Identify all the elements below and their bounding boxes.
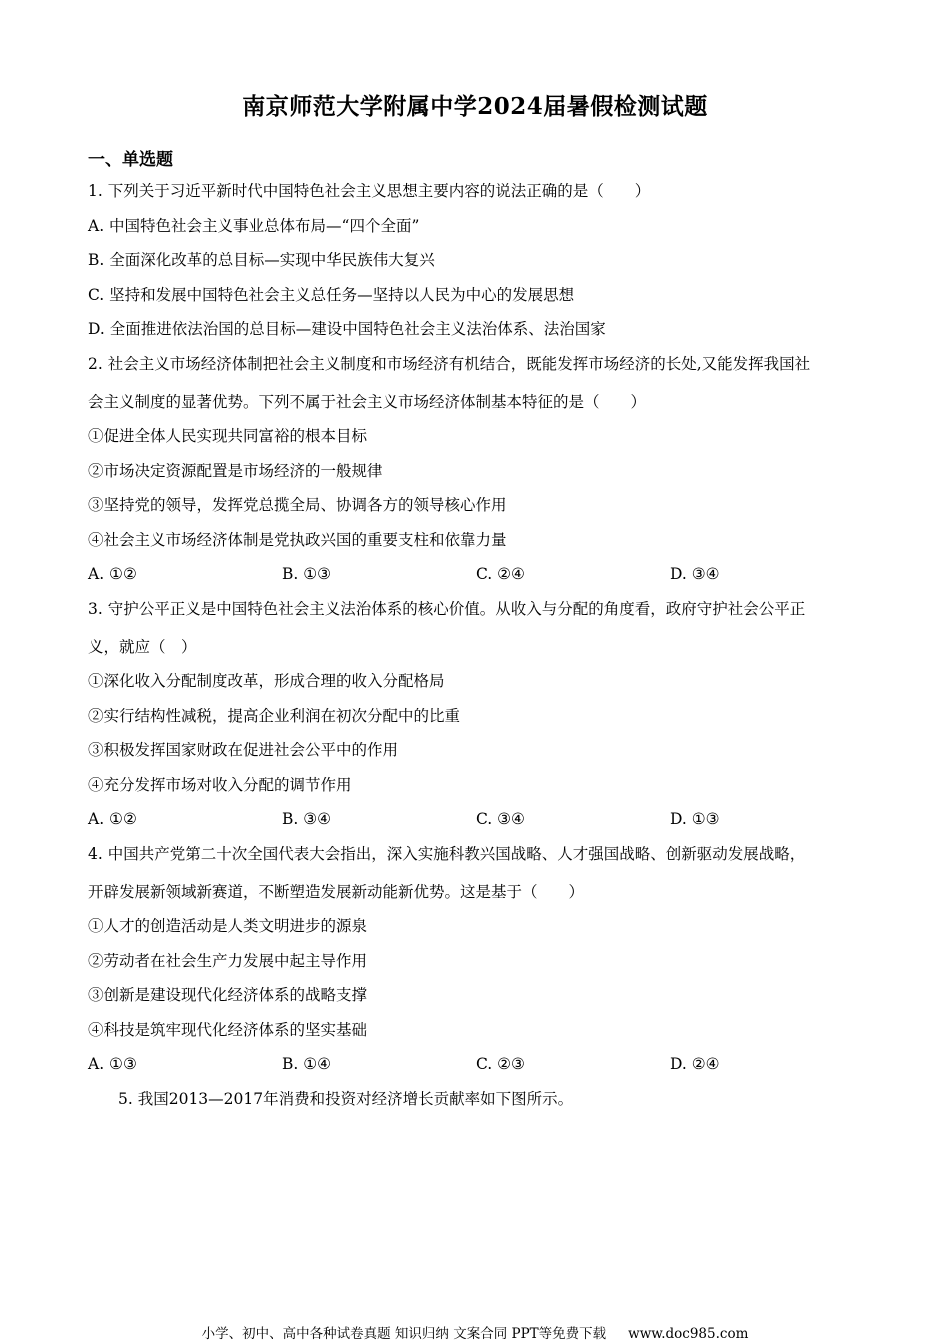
page-footer [0,1322,950,1342]
question-4-item-4: ④科技是筑牢现代化经济体系的坚实基础 [88,1020,368,1039]
question-3-item-2: ②实行结构性减税，提高企业利润在初次分配中的比重 [88,706,461,725]
question-2-choice-a: A. ①② [88,565,137,583]
question-3-choice-b: B. ③④ [282,810,332,828]
question-list [88,178,868,1120]
footer-site-link[interactable]: www.doc985.com [628,1326,749,1342]
question-4-stem-line-1: 4. 中国共产党第二十次全国代表大会指出，深入实施科教兴国战略、人才强国战略、创新驱动发展战略， [88,844,806,863]
question-4-choice-d: D. ②④ [670,1055,720,1073]
question-4-stem-line-2: 开辟发展新领域新赛道，不断塑造发展新动能新优势。这是基于（ ） [88,882,585,901]
question-2-choice-b: B. ①③ [282,565,332,583]
question-2-stem-line-2: 会主义制度的显著优势。下列不属于社会主义市场经济体制基本特征的是（ ） [88,392,647,411]
question-3-choice-c: C. ③④ [476,810,525,828]
question-2-item-2: ②市场决定资源配置是市场经济的一般规律 [88,461,383,480]
question-2-choices [88,561,868,596]
question-4-choice-c: C. ②③ [476,1055,525,1073]
question-3-stem-line-2: 义，就应（ ） [88,637,197,656]
question-4-item-3: ③创新是建设现代化经济体系的战略支撑 [88,986,368,1004]
question-4-item-2: ②劳动者在社会生产力发展中起主导作用 [88,951,368,970]
question-2-item-3: ③坚持党的领导，发挥党总揽全局、协调各方的领导核心作用 [88,496,507,514]
question-4-choices [88,1051,868,1086]
question-3-item-1: ①深化收入分配制度改革，形成合理的收入分配格局 [88,672,445,690]
question-3-choice-a: A. ①② [88,810,137,828]
question-3-choice-d: D. ①③ [670,810,720,828]
question-3-stem-line-1: 3. 守护公平正义是中国特色社会主义法治体系的核心价值。从收入与分配的角度看，政府守护社会公平正 [88,599,806,618]
question-5-stem: 5. 我国2013—2017年消费和投资对经济增长贡献率如下图所示。 [118,1089,574,1108]
question-4-choice-b: B. ①④ [282,1055,332,1073]
question-2-item-1: ①促进全体人民实现共同富裕的根本目标 [88,427,368,445]
question-2-choice-c: C. ②④ [476,565,525,583]
question-1-stem: 1. 下列关于习近平新时代中国特色社会主义思想主要内容的说法正确的是（ ） [88,182,651,200]
question-1-option-b: B. 全面深化改革的总目标—实现中华民族伟大复兴 [88,251,435,269]
question-1-option-a: A. 中国特色社会主义事业总体布局—“四个全面” [88,216,420,235]
section-heading: 一、单选题 [88,150,173,170]
footer-text: 小学、初中、高中各种试卷真题 知识归纳 文案合同 PPT等免费下载 [201,1326,607,1342]
question-1-option-c: C. 坚持和发展中国特色社会主义总任务—坚持以人民为中心的发展思想 [88,285,575,304]
question-2-stem-line-1: 2. 社会主义市场经济体制把社会主义制度和市场经济有机结合，既能发挥市场经济的长处,又能发挥我国社 [88,354,811,373]
question-1-option-d: D. 全面推进依法治国的总目标—建设中国特色社会主义法治体系、法治国家 [88,320,606,338]
question-3-choices [88,806,868,841]
question-2-choice-d: D. ③④ [670,565,720,583]
question-3-item-3: ③积极发挥国家财政在促进社会公平中的作用 [88,741,399,759]
exam-title: 南京师范大学附属中学2024届暑假检测试题 [242,93,708,120]
question-4-choice-a: A. ①③ [88,1055,137,1073]
question-4-item-1: ①人才的创造活动是人类文明进步的源泉 [88,917,368,935]
question-2-item-4: ④社会主义市场经济体制是党执政兴国的重要支柱和依靠力量 [88,530,507,549]
question-3-item-4: ④充分发挥市场对收入分配的调节作用 [88,775,352,794]
